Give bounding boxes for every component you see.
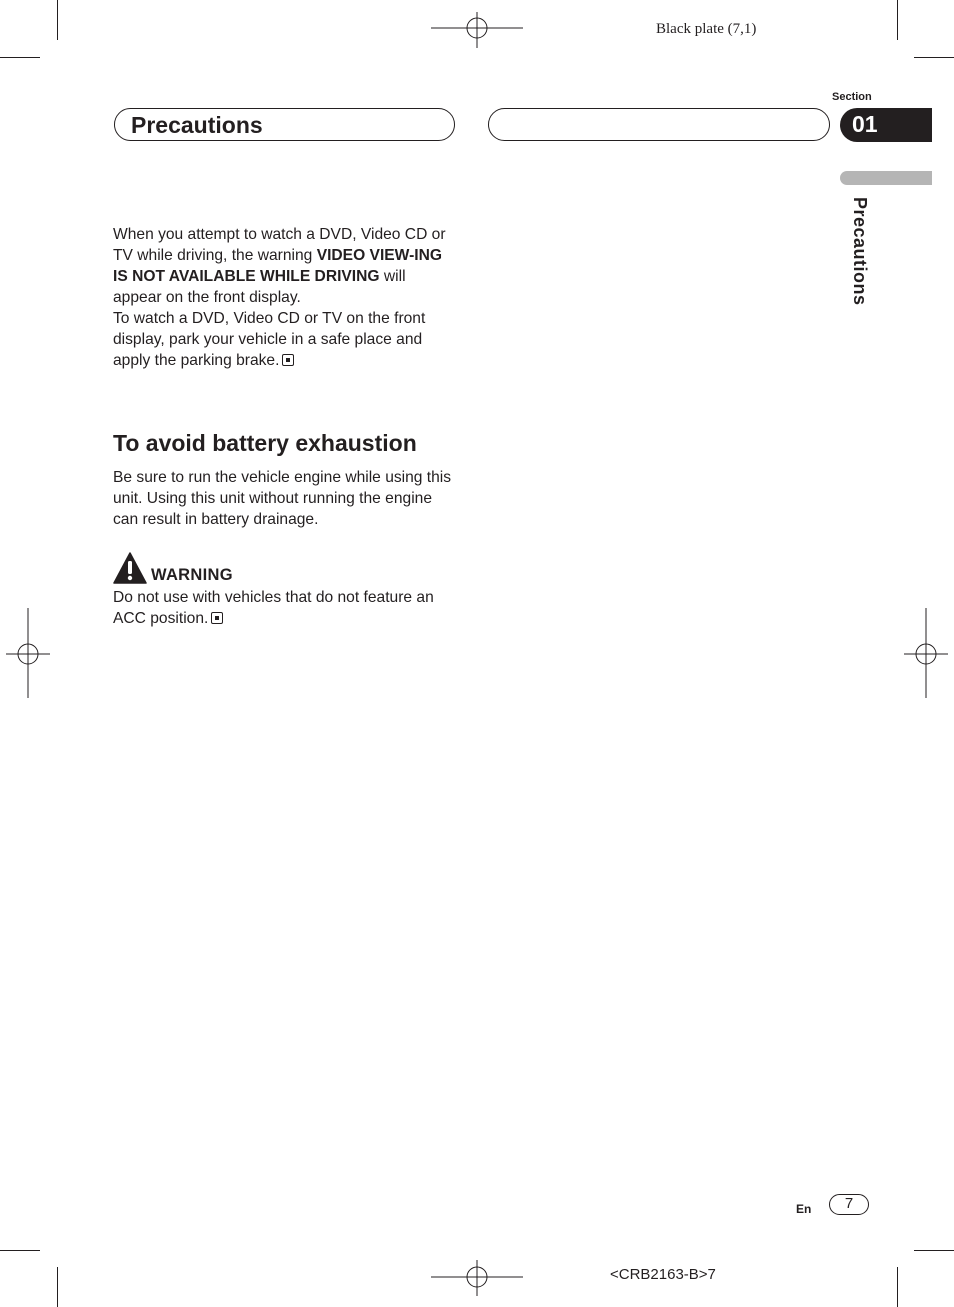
- crop-mark: [914, 57, 954, 58]
- warning-title: WARNING: [151, 566, 233, 584]
- section-heading: To avoid battery exhaustion: [113, 430, 417, 456]
- page-title: Precautions: [131, 112, 263, 138]
- warning-triangle-icon: [113, 552, 147, 584]
- crop-mark: [897, 0, 898, 40]
- crop-mark: [914, 1250, 954, 1251]
- paragraph-parking: To watch a DVD, Video CD or TV on the front display, park your vehicle in a safe place and apply the parking brake.: [113, 310, 426, 369]
- crop-mark: [57, 0, 58, 40]
- empty-pill: [488, 108, 830, 141]
- crop-mark: [0, 57, 40, 58]
- section-label: Section: [832, 91, 872, 103]
- registration-mark-icon: [431, 1260, 523, 1296]
- warning-message: VIDEO VIEW-ING IS NOT AVAILABLE WHILE DRIVING: [113, 247, 443, 285]
- crop-mark: [0, 1250, 40, 1251]
- paragraph-warning: Do not use with vehicles that do not feature an ACC position.: [113, 589, 434, 627]
- section-number: 01: [852, 111, 878, 137]
- side-tab-label: Precautions: [850, 197, 870, 306]
- end-mark-icon: [211, 612, 223, 624]
- end-mark-icon: [282, 354, 294, 366]
- language-label: En: [796, 1202, 812, 1216]
- registration-mark-icon: [904, 608, 948, 698]
- paragraph-video-warning: When you attempt to watch a DVD, Video CD or TV while driving, the warning VIDEO VIEW-ING IS NOT AVAILABLE WHILE DRIVING will appear on the front display. To watch a DVD, Video CD or TV on the front display, park your vehicle in a safe place and apply the parking brake.: [113, 226, 446, 369]
- plate-label: Black plate (7,1): [656, 21, 757, 37]
- paragraph-battery: Be sure to run the vehicle engine while using this unit. Using this unit without running the engine can result in battery drainage.: [113, 469, 452, 528]
- crop-mark: [897, 1267, 898, 1307]
- registration-mark-icon: [6, 608, 50, 698]
- section-number-badge: [840, 108, 932, 142]
- side-tab-bar: [840, 171, 932, 185]
- crop-mark: [57, 1267, 58, 1307]
- document-code: <CRB2163-B>7: [610, 1266, 716, 1283]
- page-number: 7: [829, 1194, 869, 1215]
- registration-mark-icon: [431, 12, 523, 48]
